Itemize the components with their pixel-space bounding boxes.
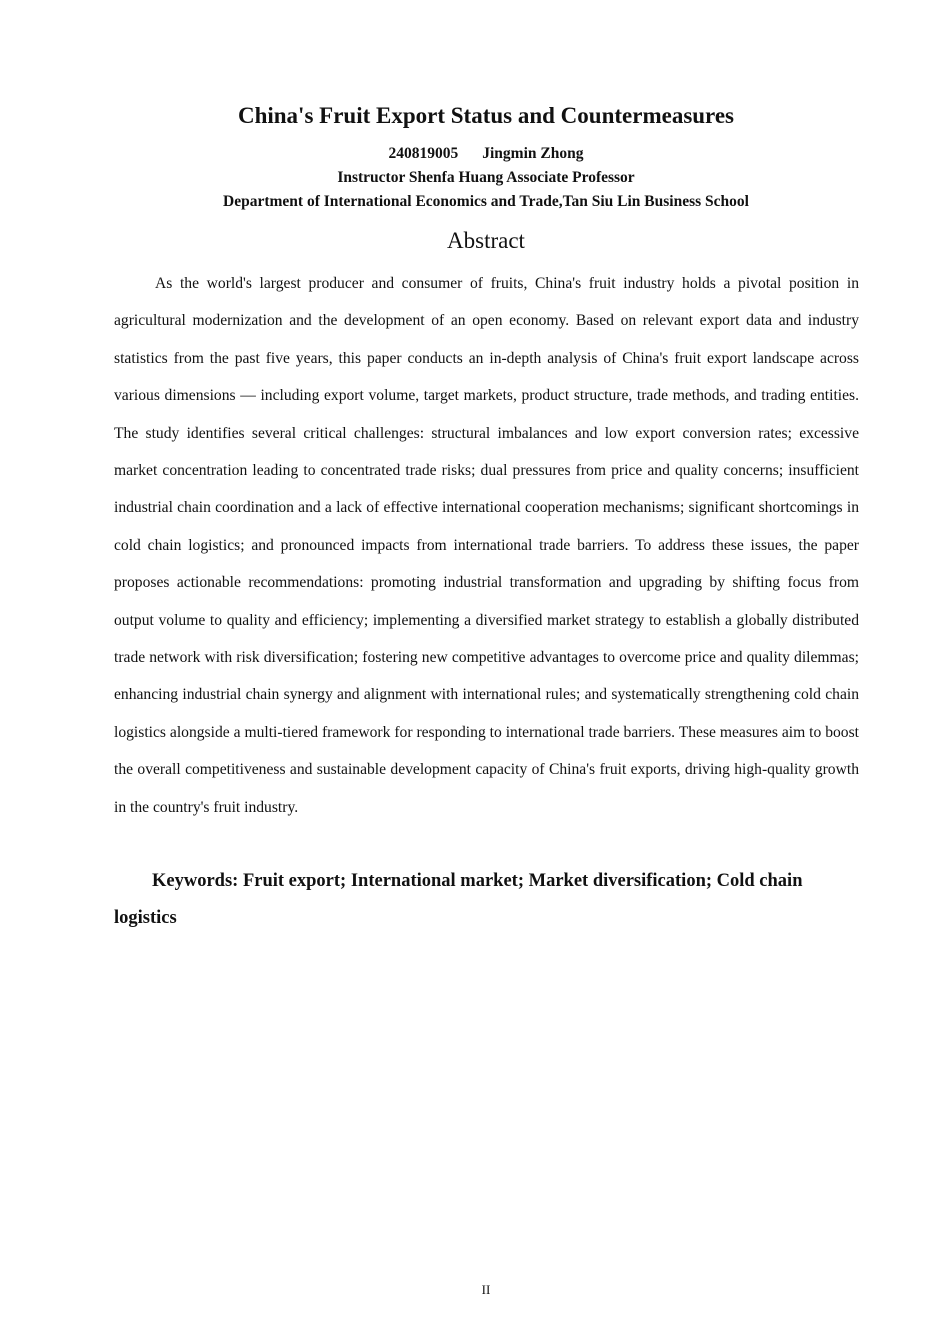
instructor-line: Instructor Shenfa Huang Associate Professor: [337, 169, 635, 186]
abstract-body: As the world's largest producer and consumer of fruits, China's fruit industry holds a pivotal position in agricultural modernization and the development of an open economy. Based on relevant export data and industry statistics from the past five years, this paper conducts an in-depth analysis of China's fruit export landscape across various dimensions — including export volume, target markets, product structure, trade methods, and trading entities. The study identifies several critical challenges: structural imbalances and low export conversion rates; excessive market concentration leading to concentrated trade risks; dual pressures from price and quality concerns; insufficient industrial chain coordination and a lack of effective international cooperation mechanisms; significant shortcomings in cold chain logistics; and pronounced impacts from international trade barriers. To address these issues, the paper proposes actionable recommendations: promoting industrial transformation and upgrading by shifting focus from output volume to quality and efficiency; implementing a diversified market strategy to establish a globally distributed trade network with risk diversification; fostering new competitive advantages to overcome price and quality dilemmas; enhancing industrial chain synergy and alignment with international rules; and systematically strengthening cold chain logistics alongside a multi-tiered framework for responding to international trade barriers. These measures aim to boost the overall competitiveness and sustainable development capacity of China's fruit exports, driving high-quality growth in the country's fruit industry.: [114, 275, 859, 816]
author-name: Jingmin Zhong: [482, 145, 584, 162]
page-number: II: [481, 1282, 491, 1297]
student-id: 240819005: [388, 145, 459, 162]
author-line: [0, 143, 950, 165]
abstract-heading: Abstract: [447, 228, 525, 253]
keywords: Keywords: Fruit export; International market; Market diversification; Cold chain logistics: [114, 871, 803, 929]
department-line: Department of International Economics and Trade,Tan Siu Lin Business School: [223, 193, 749, 210]
paper-title: China's Fruit Export Status and Countermeasures: [237, 103, 735, 128]
